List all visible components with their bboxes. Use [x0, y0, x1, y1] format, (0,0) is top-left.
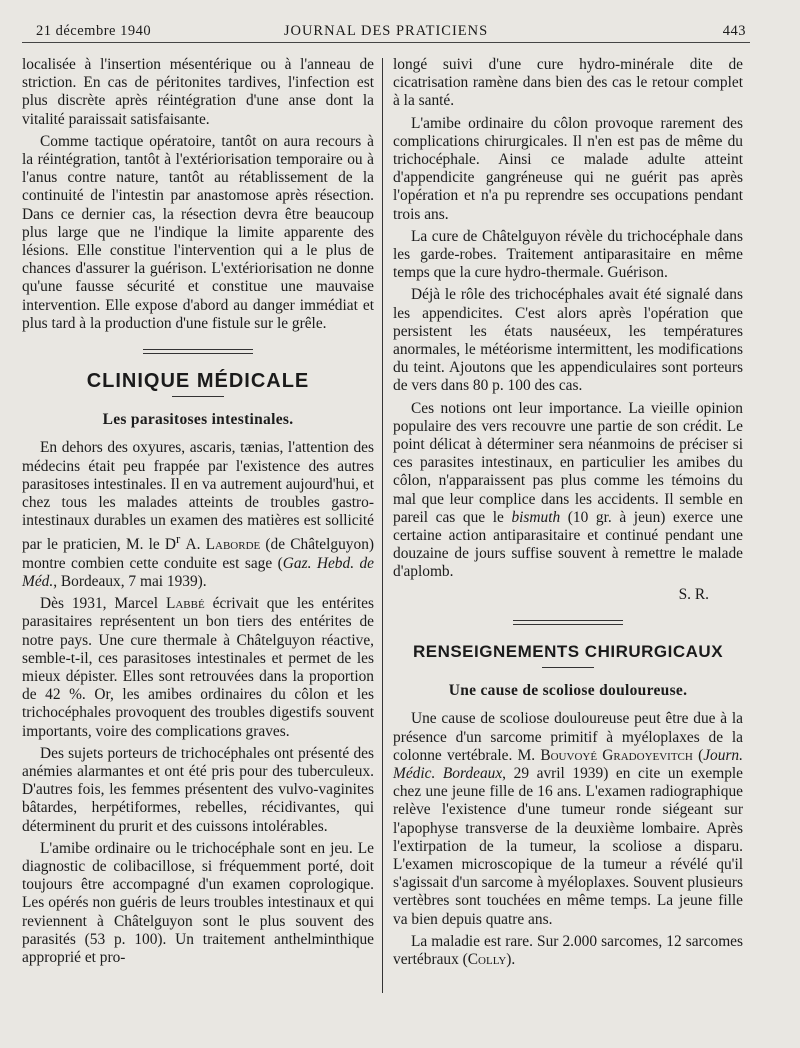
journal-reference: Journ. Médic. Bordeaux — [393, 746, 743, 782]
journal-reference: Gaz. Hebd. de Méd. — [22, 554, 374, 590]
author-name: Bouvoyé Gradoyevitch — [540, 746, 693, 764]
issue-date: 21 décembre 1940 — [36, 23, 152, 39]
paragraph: L'amibe ordinaire du côlon provoque rarement des complications chirurgicales. Il n'en est pas de même du trichocéphale. Ainsi ce malade adulte atteint d'appendicite gangréneuse qui ne guérit pas après l'opération et n'a pu reprendre ses occupations pendant trois ans. — [393, 114, 743, 223]
paragraph: La cure de Châtelguyon révèle du trichocéphale dans les garde-robes. Traitement antiparasitaire en même temps que la cure hydro-thermale. Guérison. — [393, 227, 743, 282]
paragraph: Une cause de scoliose douloureuse peut être due à la présence d'un sarcome primitif à myéloplaxes de la colonne vertébrale. M. Bouvoyé Gradoyevitch (Journ. Médic. Bordeaux, 29 avril 1939) en cite un exemple chez une jeune fille de 16 ans. L'examen radiographique relève l'existence d'une tumeur ronde siégeant sur l'apophyse transverse de la deuxième lombaire. Après l'extirpation de la tumeur, la scoliose a disparu. L'examen microscopique de la tumeur a révélé qu'il s'agissait d'un sarcome à myéloplaxes. Souvent plusieurs vertèbres sont touchées en même temps. La jeune fille va bien depuis quatre ans. — [393, 710, 743, 928]
page-number: 443 — [722, 23, 746, 39]
paragraph: Déjà le rôle des trichocéphales avait été signalé dans les appendicites. C'est alors après l'opération que persistent les états nauséeux, les températures anormales, le météorisme intermittent, les modifications du teint. Ajoutons que les appendiculaires sont porteurs de vers dans 80 p. 100 des cas. — [393, 286, 743, 395]
section-title-renseignements: RENSEIGNEMENTS CHIRURGICAUX — [412, 641, 724, 661]
author-name: Labbé — [165, 595, 205, 613]
signature-line — [393, 586, 743, 604]
author-initials: S. R. — [678, 585, 709, 603]
paragraph: L'amibe ordinaire ou le trichocéphale sont en jeu. Le diagnostic de colibacillose, si fréquemment porté, doit toujours être accompagné d'un examen coprologique. Les opérés non guéris de leurs troubles intestinaux et qui reviennent à Châtelguyon sont le plus souvent des parasités (53 p. 100). Un traitement anthelminthique approprié et pro- — [22, 839, 374, 967]
paragraph: Dès 1931, Marcel Labbé écrivait que les entérites parasitaires représentent un bon tiers des entérites de notre pays. Une cure thermale à Châtelguyon réactive, semble-t-il, ces parasitoses intestinales et permet de les mieux dépister. Elles sont retrouvées dans la proportion de 42 %. Or, les amibes ordinaires du côlon et les trichocéphales provoquent des troubles digestifs souvent importants, voire des complications graves. — [22, 595, 374, 740]
article-subhead: Les parasitoses intestinales. — [102, 411, 294, 429]
paragraph: localisée à l'insertion mésentérique ou à l'anneau de striction. En cas de péritonites tardives, l'infection est plus discrète après réintégration d'une anse dont la vitalité paraissait satisfaisante. — [22, 56, 374, 128]
author-name: Colly — [467, 950, 507, 968]
section-divider — [513, 620, 623, 625]
paragraph: La maladie est rare. Sur 2.000 sarcomes, 12 sarcomes vertébraux (Colly). — [393, 932, 743, 968]
paragraph: Des sujets porteurs de trichocéphales ont présenté des anémies alarmantes et ont été pris pour des tuberculeux. D'autres fois, les femmes présentent des vulvo-vaginites bâtardes, herpétiformes, rebelles, récidivantes, qui déterminent du prurit et des cuissons intolérables. — [22, 744, 374, 835]
left-column — [22, 56, 374, 971]
paragraph: En dehors des oxyures, ascaris, tænias, l'attention des médecins était peu frappée par l'existence des autres parasitoses intestinales. Il en va autrement aujourd'hui, et chez tous les malades atteints de troubles gastro-intestinaux durables un examen des matières est sollicité par le praticien, M. le $D^r$ A. Laborde (de Châtelguyon) montre combien cette conduite est sage (Gaz. Hebd. de Méd., Bordeaux, 7 mai 1939). — [22, 439, 375, 590]
right-column — [393, 56, 743, 973]
title-underline — [172, 396, 224, 397]
paragraph: Comme tactique opératoire, tantôt on aura recours à la réintégration, tantôt à l'extériorisation temporaire ou à l'anus contre nature, tantôt au rétablissement de la continuité de l'intestin par anastomose après résection. Dans ce dernier cas, la résection devra être beaucoup plus large que ne l'indique la limite apparente des lésions. Elle constitue l'intervention qui a le plus de chances d'assurer la guérison. L'extériorisation ne donne qu'une fausse sécurité et constitue une mauvaise intervention. Elle expose d'abord au danger immédiat et plus tard à la production d'une fistule sur le grêle. — [22, 132, 374, 332]
section-divider — [143, 349, 253, 354]
paragraph: Ces notions ont leur importance. La vieille opinion populaire des vers recouvre une partie de son crédit. Le point délicat à déterminer sera néanmoins de préciser si ces parasites intestinaux, en particulier les amibes du côlon, n'apparaissent pas plus comme les témoins du mal que leur complice dans les accidents. Il semble en pareil cas que le bismuth (10 gr. à jeun) exerce une certaine action antiparasitaire et continué pendant une douzaine de jours suffise souvent à remettre le malade d'aplomb. — [393, 399, 744, 581]
journal-title: JOURNAL DES PRATICIENS — [283, 23, 489, 39]
section-title-clinique: CLINIQUE MÉDICALE — [86, 370, 310, 393]
article-subhead: Une cause de scoliose douloureuse. — [448, 682, 688, 700]
drug-name: bismuth — [511, 508, 561, 526]
running-header — [22, 20, 750, 43]
title-underline — [542, 667, 594, 668]
column-rule — [382, 58, 383, 993]
author-name: A. Laborde — [185, 536, 261, 554]
paragraph: longé suivi d'une cure hydro-minérale dite de cicatrisation ramène dans bien des cas le retour complet à la santé. — [393, 56, 743, 110]
